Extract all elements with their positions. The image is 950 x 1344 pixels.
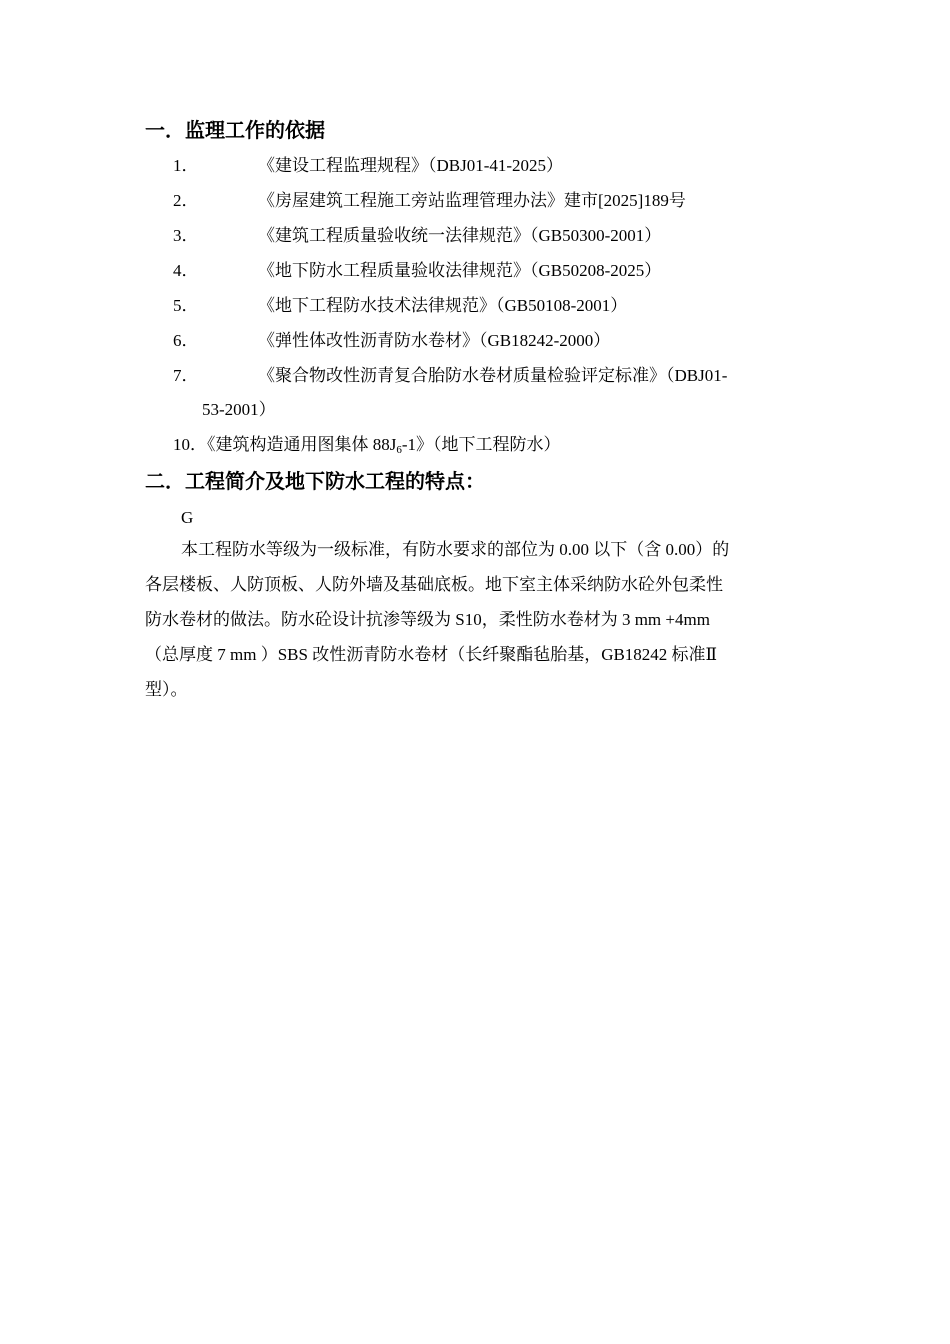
item-number: 1． bbox=[173, 156, 199, 175]
item-text: 《地下工程防水技术法律规范》（GB50108-2001） bbox=[258, 296, 628, 315]
section-2-heading: 二．工程简介及地下防水工程的特点： bbox=[145, 471, 485, 493]
marker-text: G bbox=[181, 508, 194, 527]
item-number: 5． bbox=[173, 296, 199, 315]
item-text: 《弹性体改性沥青防水卷材》（GB18242-2000） bbox=[258, 331, 611, 350]
item-number: 7． bbox=[173, 366, 199, 385]
list-item-10 bbox=[173, 433, 561, 462]
item-text: 10．《建筑构造通用图集体 88J bbox=[173, 435, 397, 454]
paragraph-line: 各层楼板、人防顶板、人防外墙及基础底板。地下室主体采纳防水砼外包柔性 bbox=[145, 575, 723, 594]
list-item bbox=[0, 224, 950, 248]
item-number: 4． bbox=[173, 261, 199, 280]
item-text: 《地下防水工程质量验收法律规范》（GB50208-2025） bbox=[258, 261, 662, 280]
item-text: -1》（地下工程防水） bbox=[401, 435, 561, 454]
item-text: 《房屋建筑工程施工旁站监理管理办法》建市[2025]189号 bbox=[258, 191, 686, 210]
list-item bbox=[0, 189, 950, 213]
list-item bbox=[0, 259, 950, 283]
paragraph-line: 本工程防水等级为一级标准，有防水要求的部位为 0.00 以下（含 0.00）的 bbox=[181, 540, 730, 559]
list-item bbox=[0, 329, 950, 353]
item-number: 3． bbox=[173, 226, 199, 245]
item-text: 《建筑工程质量验收统一法律规范》（GB50300-2001） bbox=[258, 226, 662, 245]
section-1-heading: 一．监理工作的依据 bbox=[145, 120, 325, 142]
list-item bbox=[0, 364, 950, 388]
paragraph-line: 防水卷材的做法。防水砼设计抗渗等级为 S10，柔性防水卷材为 3 mm +4mm bbox=[145, 610, 710, 629]
paragraph-line: （总厚度 7 mm ）SBS 改性沥青防水卷材（长纤聚酯毡胎基，GB18242 标准Ⅱ bbox=[145, 645, 718, 664]
item-number: 6． bbox=[173, 331, 199, 350]
list-item bbox=[0, 154, 950, 178]
project-description bbox=[145, 533, 805, 708]
item-number: 2． bbox=[173, 191, 199, 210]
item-text: 《建设工程监理规程》（DBJ01-41-2025） bbox=[258, 156, 564, 175]
paragraph-line: 型）。 bbox=[145, 680, 188, 699]
subscript: 6 bbox=[396, 444, 402, 456]
list-item bbox=[0, 294, 950, 318]
item-text: 《聚合物改性沥青复合胎防水卷材质量检验评定标准》（DBJ01- bbox=[258, 366, 728, 385]
item-text-continuation: 53-2001） bbox=[202, 400, 276, 419]
